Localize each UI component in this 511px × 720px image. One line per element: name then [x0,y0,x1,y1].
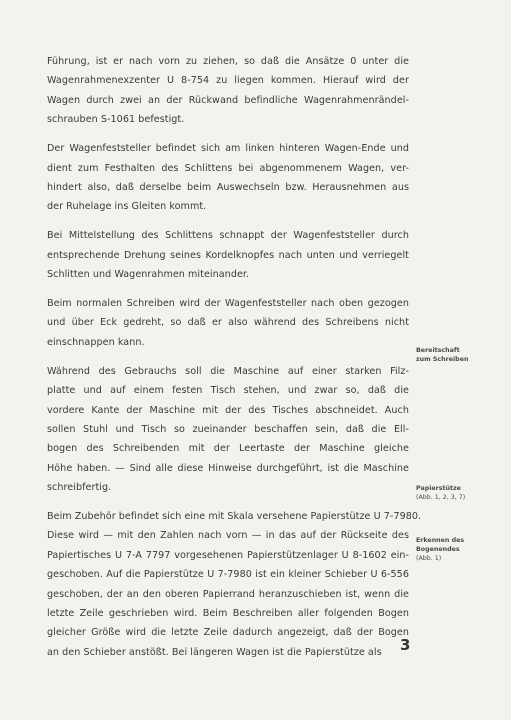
paragraph [47,226,409,284]
text-line: gleicher Größe wird die letzte Zeile dadurch angezeigt, daß der Bogen [47,627,409,639]
text-line: hindert also, daß derselbe beim Auswechseln bzw. Herausnehmen aus [47,181,409,193]
paragraph [47,362,409,498]
margin-note-title: zum Schreiben [416,356,469,363]
text-line: Beim normalen Schreiben wird der Wagenfeststeller nach oben gezogen [47,297,409,309]
text-line: Papiertisches U 7-A 7797 vorgesehenen Papierstützenlager U 8-1602 ein- [47,549,409,561]
paragraph [47,52,409,130]
margin-note-title: Bereitschaft [416,347,460,354]
margin-note-erkennen [416,536,498,563]
paragraph [47,294,409,352]
text-line: geschoben, der an den oberen Papierrand heranzuschieben ist, wenn die [47,588,409,600]
margin-note-title: Papierstütze [416,485,461,492]
margin-note-bereitschaft [416,346,498,364]
text-line: schrauben S-1061 befestigt. [47,114,185,126]
text-line: entsprechende Drehung seines Kordelknopfes nach unten und verriegelt [47,249,409,261]
text-line: und über Eck gedreht, so daß er also während des Schreibens nicht [47,317,409,329]
text-line: Der Wagenfeststeller befindet sich am linken hinteren Wagen-Ende und [47,143,409,155]
text-line: Schlitten und Wagenrahmen miteinander. [47,269,250,281]
text-line: sollen Stuhl und Tisch so zueinander beschaffen sein, daß die Ell- [47,423,409,435]
margin-note-title: Bogenendes [416,546,460,553]
text-line: schreibfertig. [47,482,112,494]
text-line: Beim Zubehör befindet sich eine mit Skala versehene Papierstütze U 7-7980. [47,511,422,523]
text-line: Wagenrahmenexzenter U 8-754 zu liegen kommen. Hierauf wird der [47,75,409,87]
text-line: geschoben. Auf die Papierstütze U 7-7980 ist ein kleiner Schieber U 6-556 [47,569,409,581]
paragraph [47,139,409,217]
text-line: Führung, ist er nach vorn zu ziehen, so daß die Ansätze 0 unter die [47,56,409,67]
paragraph [47,507,422,662]
text-line: Höhe haben. — Sind alle diese Hinweise durchgeführt, ist die Maschine [47,462,409,474]
margin-note-reference: (Abb. 1) [416,555,442,562]
text-line: Während des Gebrauchs soll die Maschine auf einer starken Filz- [47,365,409,377]
text-line: einschnappen kann. [47,336,145,348]
text-line: der Ruhelage ins Gleiten kommt. [47,201,207,213]
text-line: Diese wird — mit den Zahlen nach vorn — in das auf der Rückseite des [47,530,409,542]
main-text [47,52,422,672]
text-line: vordere Kante der Maschine mit der des Tisches abschneidet. Auch [47,404,409,416]
text-line: an den Schieber anstößt. Bei längeren Wagen ist die Papierstütze als [47,646,382,658]
margin-note-reference: (Abb. 1, 2, 3, 7) [416,494,466,501]
text-line: platte und auf einem festen Tisch stehen, und zwar so, daß die [47,385,409,397]
text-line: bogen des Schreibenden mit der Leertaste der Maschine gleiche [47,443,409,455]
margin-note-title: Erkennen des [416,537,465,544]
text-line: letzte Zeile geschrieben wird. Beim Beschreiben aller folgenden Bogen [47,608,409,620]
margin-note-papierstuetze [416,484,498,502]
text-line: Wagen durch zwei an der Rückwand befindliche Wagenrahmenrändel- [47,94,409,106]
page-number: 3 [400,636,411,654]
text-line: dient zum Festhalten des Schlittens bei abgenommenem Wagen, ver- [47,162,409,174]
text-line: Bei Mittelstellung des Schlittens schnappt der Wagenfeststeller durch [47,230,409,242]
